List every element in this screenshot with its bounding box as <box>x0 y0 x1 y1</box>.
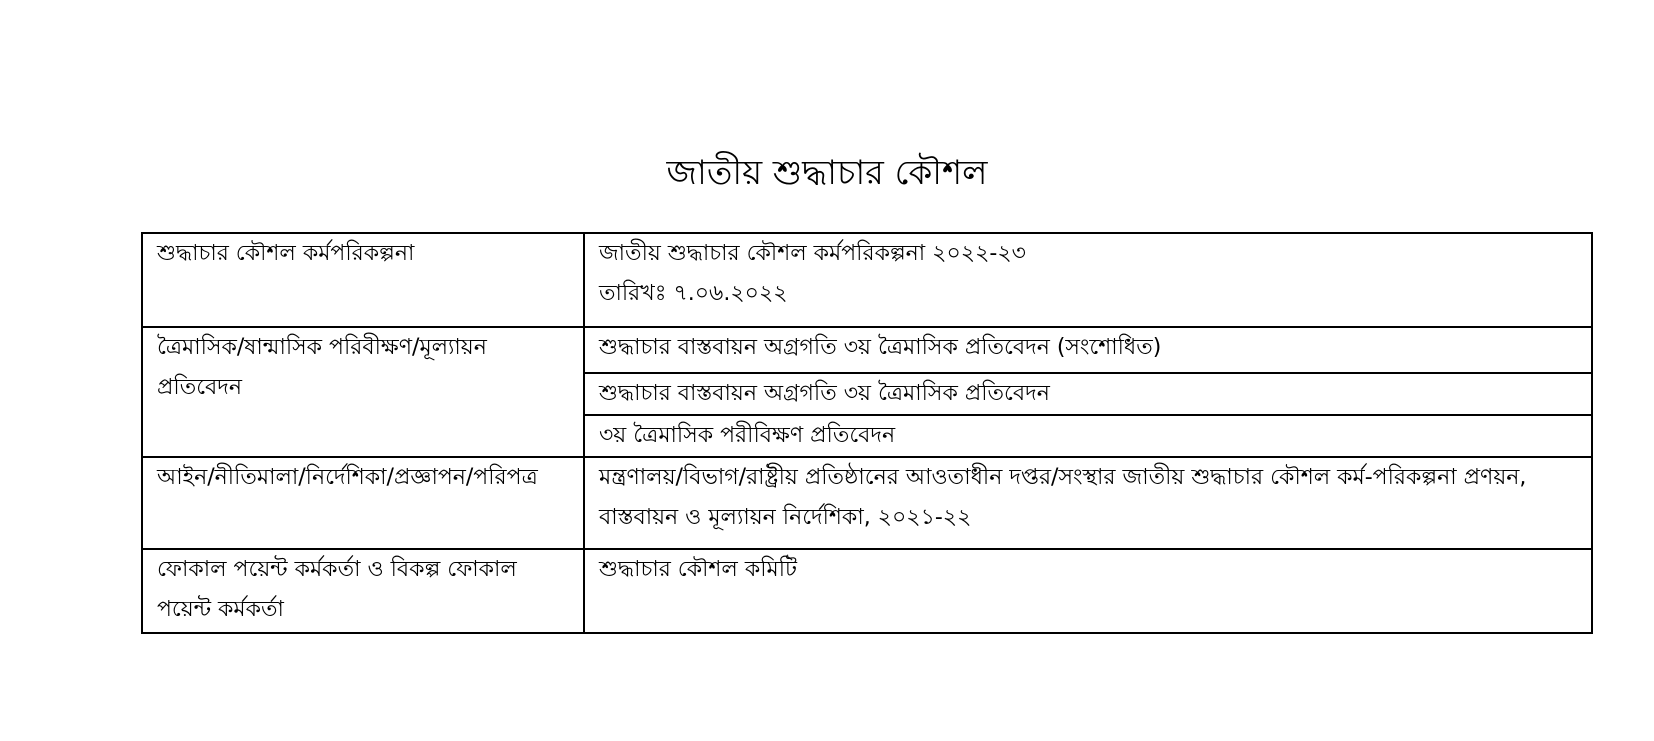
row-label: শুদ্ধাচার কৌশল কর্মপরিকল্পনা <box>142 233 584 327</box>
info-table <box>141 232 1593 634</box>
row-value <box>584 233 1592 327</box>
row-label: ত্রৈমাসিক/ষান্মাসিক পরিবীক্ষণ/মূল্যায়ন প্রতিবেদন <box>142 327 584 457</box>
guideline-link[interactable]: মন্ত্রণালয়/বিভাগ/রাষ্ট্রীয় প্রতিষ্ঠানের আওতাধীন দপ্তর/সংস্থার জাতীয় শুদ্ধাচার কৌশল কর্ম-পরিকল্পনা প্রণয়ন, বাস্তবায়ন ও মূল্যায়ন নির্দেশিকা, ২০২১-২২ <box>584 457 1592 549</box>
table-row <box>142 549 1592 633</box>
report-link[interactable]: ৩য় ত্রৈমাসিক পরীবিক্ষণ প্রতিবেদন <box>584 415 1592 457</box>
report-link[interactable]: শুদ্ধাচার বাস্তবায়ন অগ্রগতি ৩য় ত্রৈমাসিক প্রতিবেদন <box>584 373 1592 415</box>
plan-link[interactable]: জাতীয় শুদ্ধাচার কৌশল কর্মপরিকল্পনা ২০২২-২৩ <box>599 241 1026 266</box>
table-row <box>142 327 1592 373</box>
page-title: জাতীয় শুদ্ধাচার কৌশল <box>666 153 988 193</box>
committee-link[interactable]: শুদ্ধাচার কৌশল কমিটি <box>584 549 1592 633</box>
plan-date: তারিখঃ ৭.০৬.২০২২ <box>599 281 788 306</box>
table-row <box>142 233 1592 327</box>
table-row <box>142 457 1592 549</box>
row-label: আইন/নীতিমালা/নির্দেশিকা/প্রজ্ঞাপন/পরিপত্র <box>142 457 584 549</box>
report-link[interactable]: শুদ্ধাচার বাস্তবায়ন অগ্রগতি ৩য় ত্রৈমাসিক প্রতিবেদন (সংশোধিত) <box>584 327 1592 373</box>
row-label: ফোকাল পয়েন্ট কর্মকর্তা ও বিকল্প ফোকাল পয়েন্ট কর্মকর্তা <box>142 549 584 633</box>
